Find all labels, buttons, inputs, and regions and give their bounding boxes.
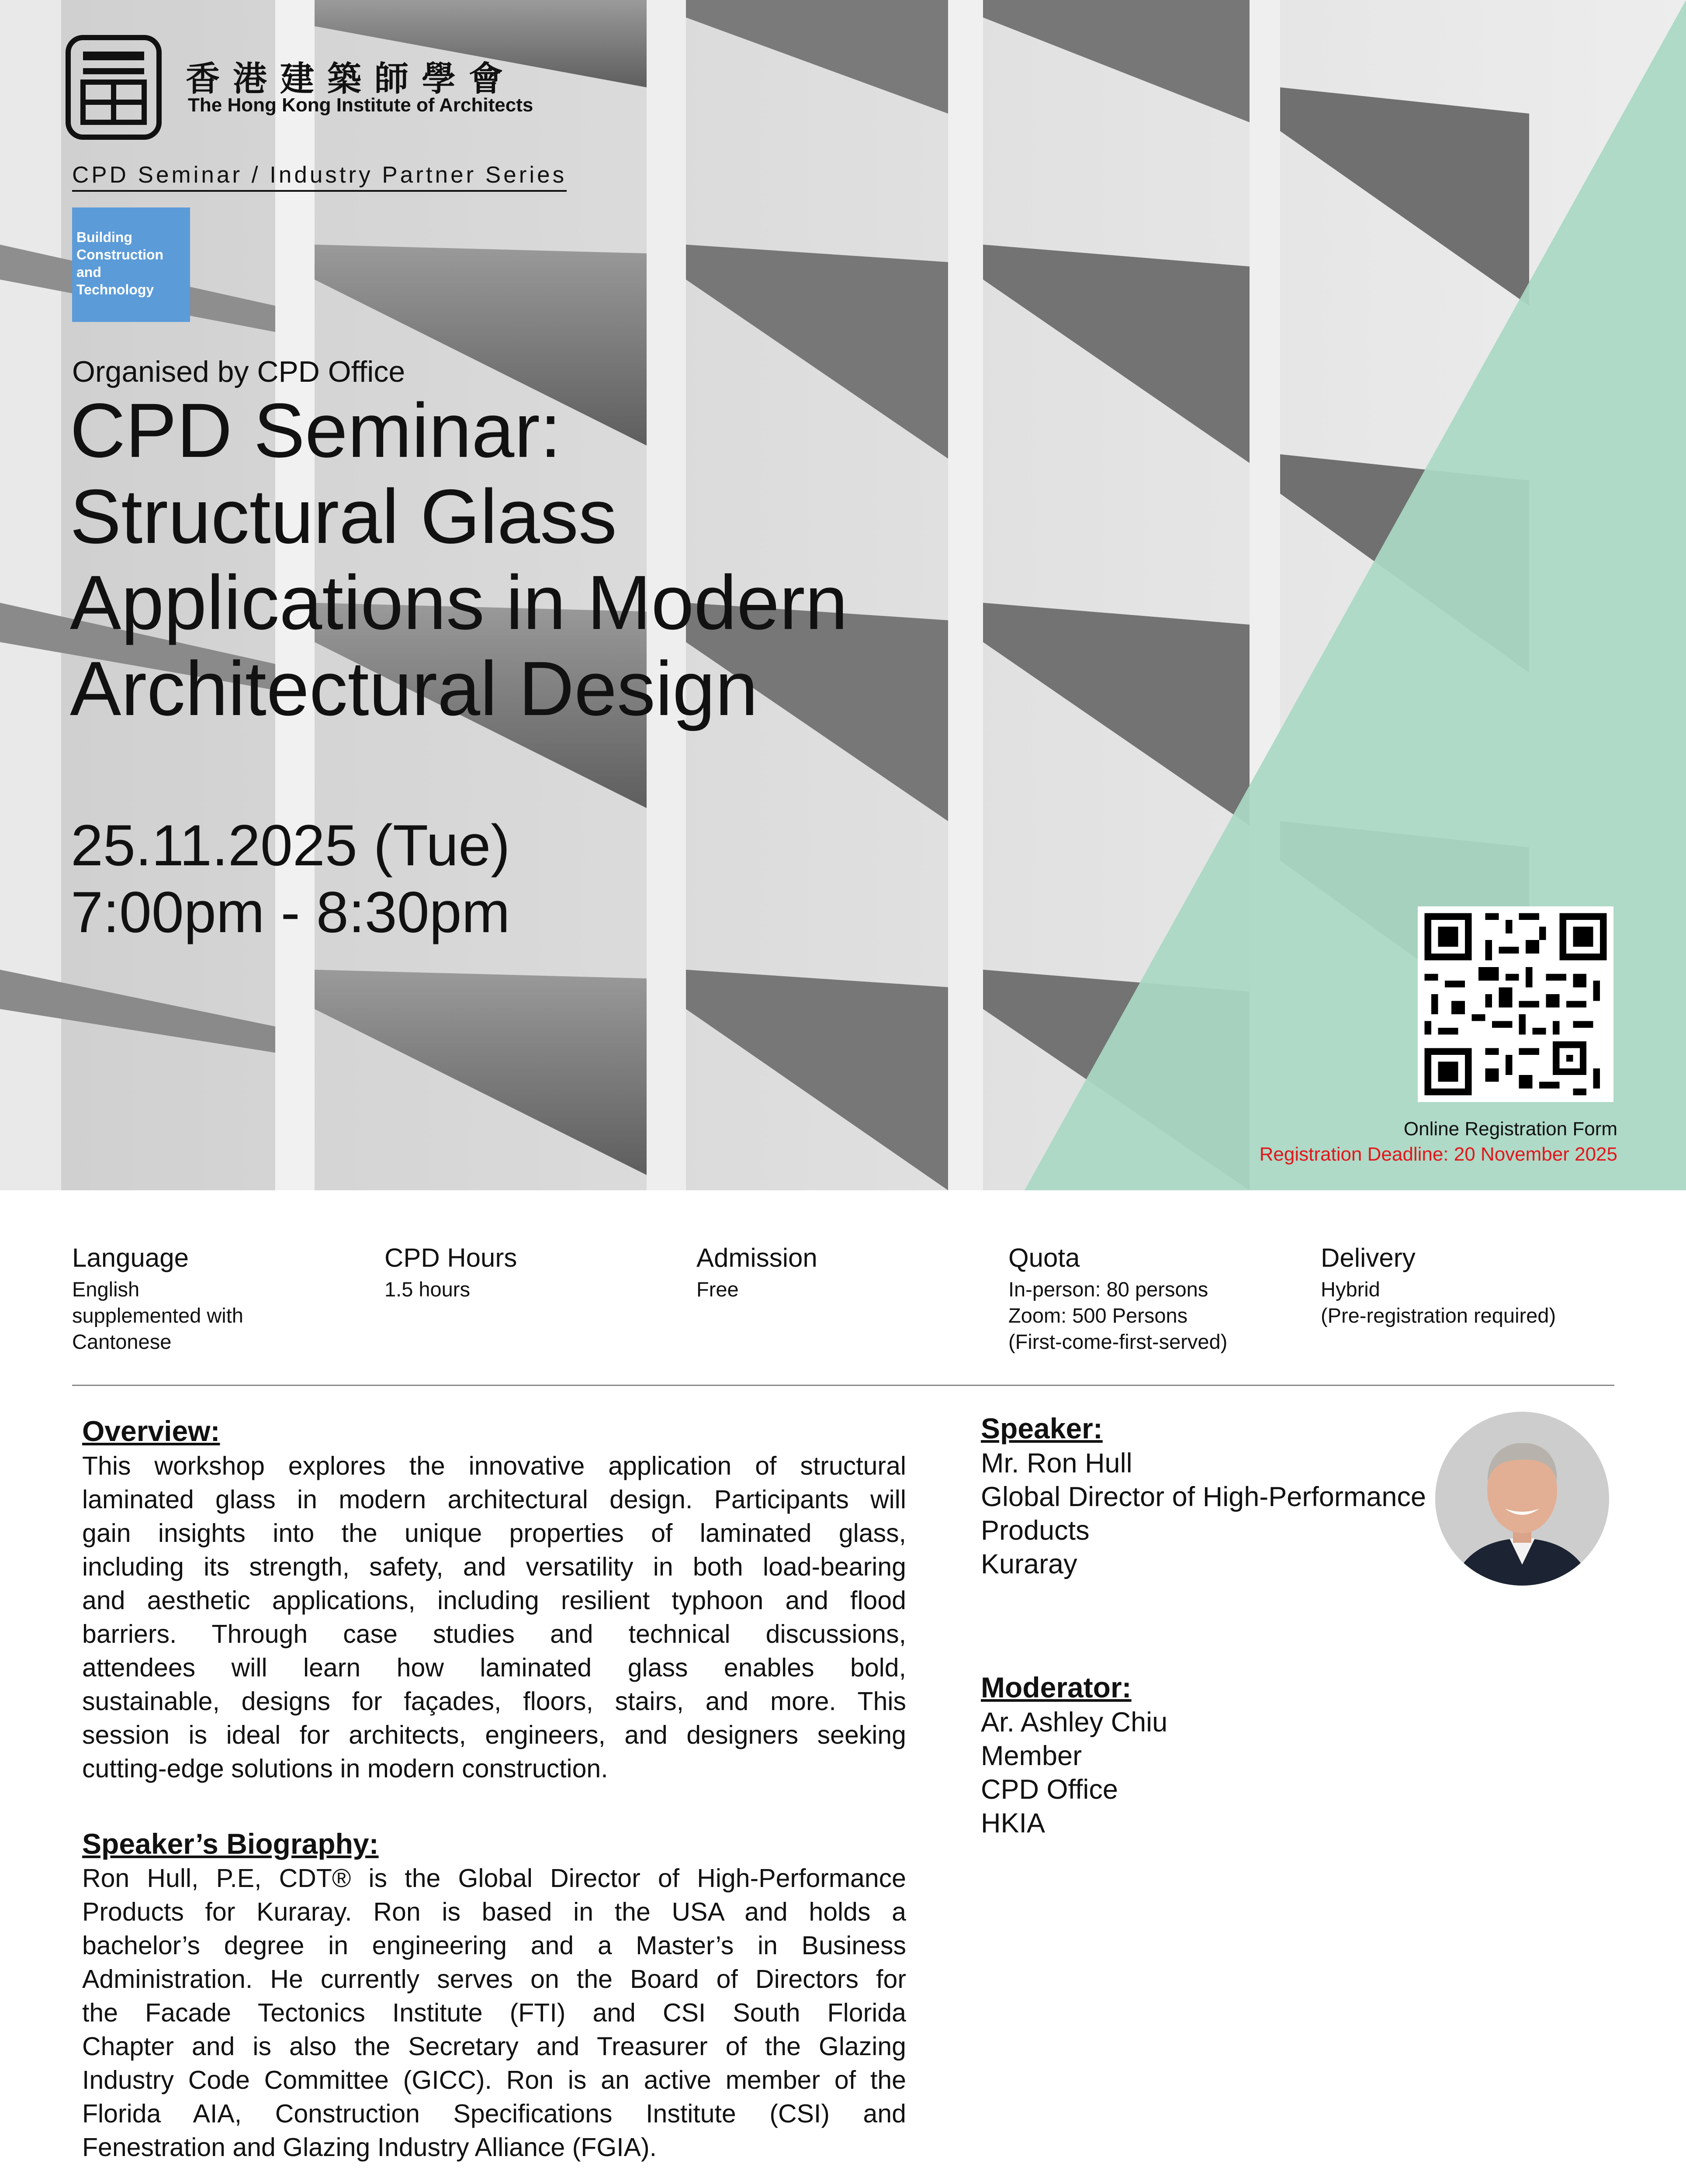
registration-qr-code[interactable] (1418, 906, 1613, 1102)
moderator-heading: Moderator: (981, 1671, 1132, 1704)
speaker-company: Kuraray (981, 1549, 1077, 1579)
category-tag-line: and (76, 264, 101, 280)
overview-line: sustainable, designs for façades, floors, stairs, and more. This (82, 1687, 906, 1716)
registration-deadline: Registration Deadline: 20 November 2025 (1259, 1144, 1617, 1165)
moderator-details (981, 1706, 1167, 1840)
moderator-role: Member (981, 1741, 1082, 1771)
biography-line: the Facade Tectonics Institute (FTI) and CSI South Florida (82, 1998, 906, 2027)
title-line: Structural Glass (70, 474, 617, 560)
overview-text (82, 1449, 906, 1786)
overview-line: cutting-edge solutions in modern construction. (82, 1754, 608, 1783)
online-registration-form-link[interactable]: Online Registration Form (1403, 1118, 1617, 1140)
event-date: 25.11.2025 (Tue) (71, 813, 510, 878)
overview-line: This workshop explores the innovative application of structural (82, 1451, 906, 1480)
category-tag-line: Technology (76, 282, 154, 297)
overview-line: attendees will learn how laminated glass enables bold, (82, 1653, 906, 1682)
biography-line: Chapter and is also the Secretary and Treasurer of the Glazing (82, 2032, 906, 2061)
speaker-details (981, 1447, 1426, 1581)
logo-english-name: The Hong Kong Institute of Architects (188, 94, 533, 116)
biography-line: bachelor’s degree in engineering and a Master’s in Business (82, 1931, 906, 1960)
info-language-value: English supplemented with Cantonese (72, 1278, 243, 1353)
logo-chinese-name: 香港建築師學會 (186, 59, 516, 99)
organiser: Organised by CPD Office (72, 355, 405, 388)
category-tag-line: Construction (76, 247, 164, 263)
category-tag (72, 207, 190, 322)
moderator-office: CPD Office (981, 1774, 1118, 1805)
biography-line: Ron Hull, P.E, CDT® is the Global Director of High-Performance (82, 1864, 906, 1893)
event-time: 7:00pm - 8:30pm (71, 880, 510, 945)
biography-heading: Speaker’s Biography: (82, 1828, 379, 1860)
speaker-title: Global Director of High-Performance (981, 1482, 1426, 1512)
hkia-seal-logo (66, 35, 162, 140)
speaker-heading: Speaker: (981, 1412, 1103, 1444)
overview-line: session is ideal for architects, engineers, and designers seeking (82, 1721, 906, 1749)
event-datetime (71, 812, 510, 946)
title-line: Applications in Modern (70, 560, 848, 646)
moderator-name: Ar. Ashley Chiu (981, 1707, 1168, 1738)
biography-line: Administration. He currently serves on the Board of Directors for (82, 1965, 906, 1994)
overview-line: barriers. Through case studies and technical discussions, (82, 1620, 906, 1648)
info-quota-label: Quota (1008, 1243, 1080, 1272)
overview-line: gain insights into the unique properties of laminated glass, (82, 1519, 906, 1548)
event-title (70, 388, 1075, 732)
info-quota-value: In-person: 80 persons Zoom: 500 Persons (First-come-first-served) (1008, 1278, 1228, 1353)
info-admission-label: Admission (696, 1243, 817, 1272)
title-line: CPD Seminar: (70, 388, 561, 473)
title-line: Architectural Design (70, 646, 758, 732)
info-delivery-value: Hybrid (Pre-registration required) (1321, 1278, 1556, 1327)
overview-line: including its strength, safety, and versatility in both load-bearing (82, 1552, 906, 1581)
info-delivery-label: Delivery (1321, 1243, 1416, 1272)
biography-line: Products for Kuraray. Ron is based in the USA and holds a (82, 1897, 906, 1926)
info-language-label: Language (72, 1243, 189, 1272)
biography-text (82, 1862, 906, 2164)
category-tag-line: Building (76, 229, 132, 245)
overview-line: laminated glass in modern architectural design. Participants will (82, 1485, 906, 1514)
info-cpd-hours-value: 1.5 hours (384, 1278, 470, 1301)
biography-line: Fenestration and Glazing Industry Alliance (FGIA). (82, 2133, 657, 2162)
overview-heading: Overview: (82, 1415, 220, 1447)
series-title: CPD Seminar / Industry Partner Series (72, 162, 567, 192)
speaker-name: Mr. Ron Hull (981, 1448, 1132, 1479)
moderator-org: HKIA (981, 1808, 1046, 1838)
info-cpd-hours-label: CPD Hours (384, 1243, 517, 1272)
divider (72, 1385, 1614, 1386)
biography-line: Industry Code Committee (GICC). Ron is an active member of the (82, 2066, 906, 2094)
biography-line: Florida AIA, Construction Specifications Institute (CSI) and (82, 2099, 906, 2128)
info-admission-value: Free (696, 1278, 739, 1301)
speaker-photo (1435, 1412, 1609, 1586)
overview-line: and aesthetic applications, including resilient typhoon and flood (82, 1586, 906, 1615)
speaker-title-cont: Products (981, 1515, 1090, 1546)
